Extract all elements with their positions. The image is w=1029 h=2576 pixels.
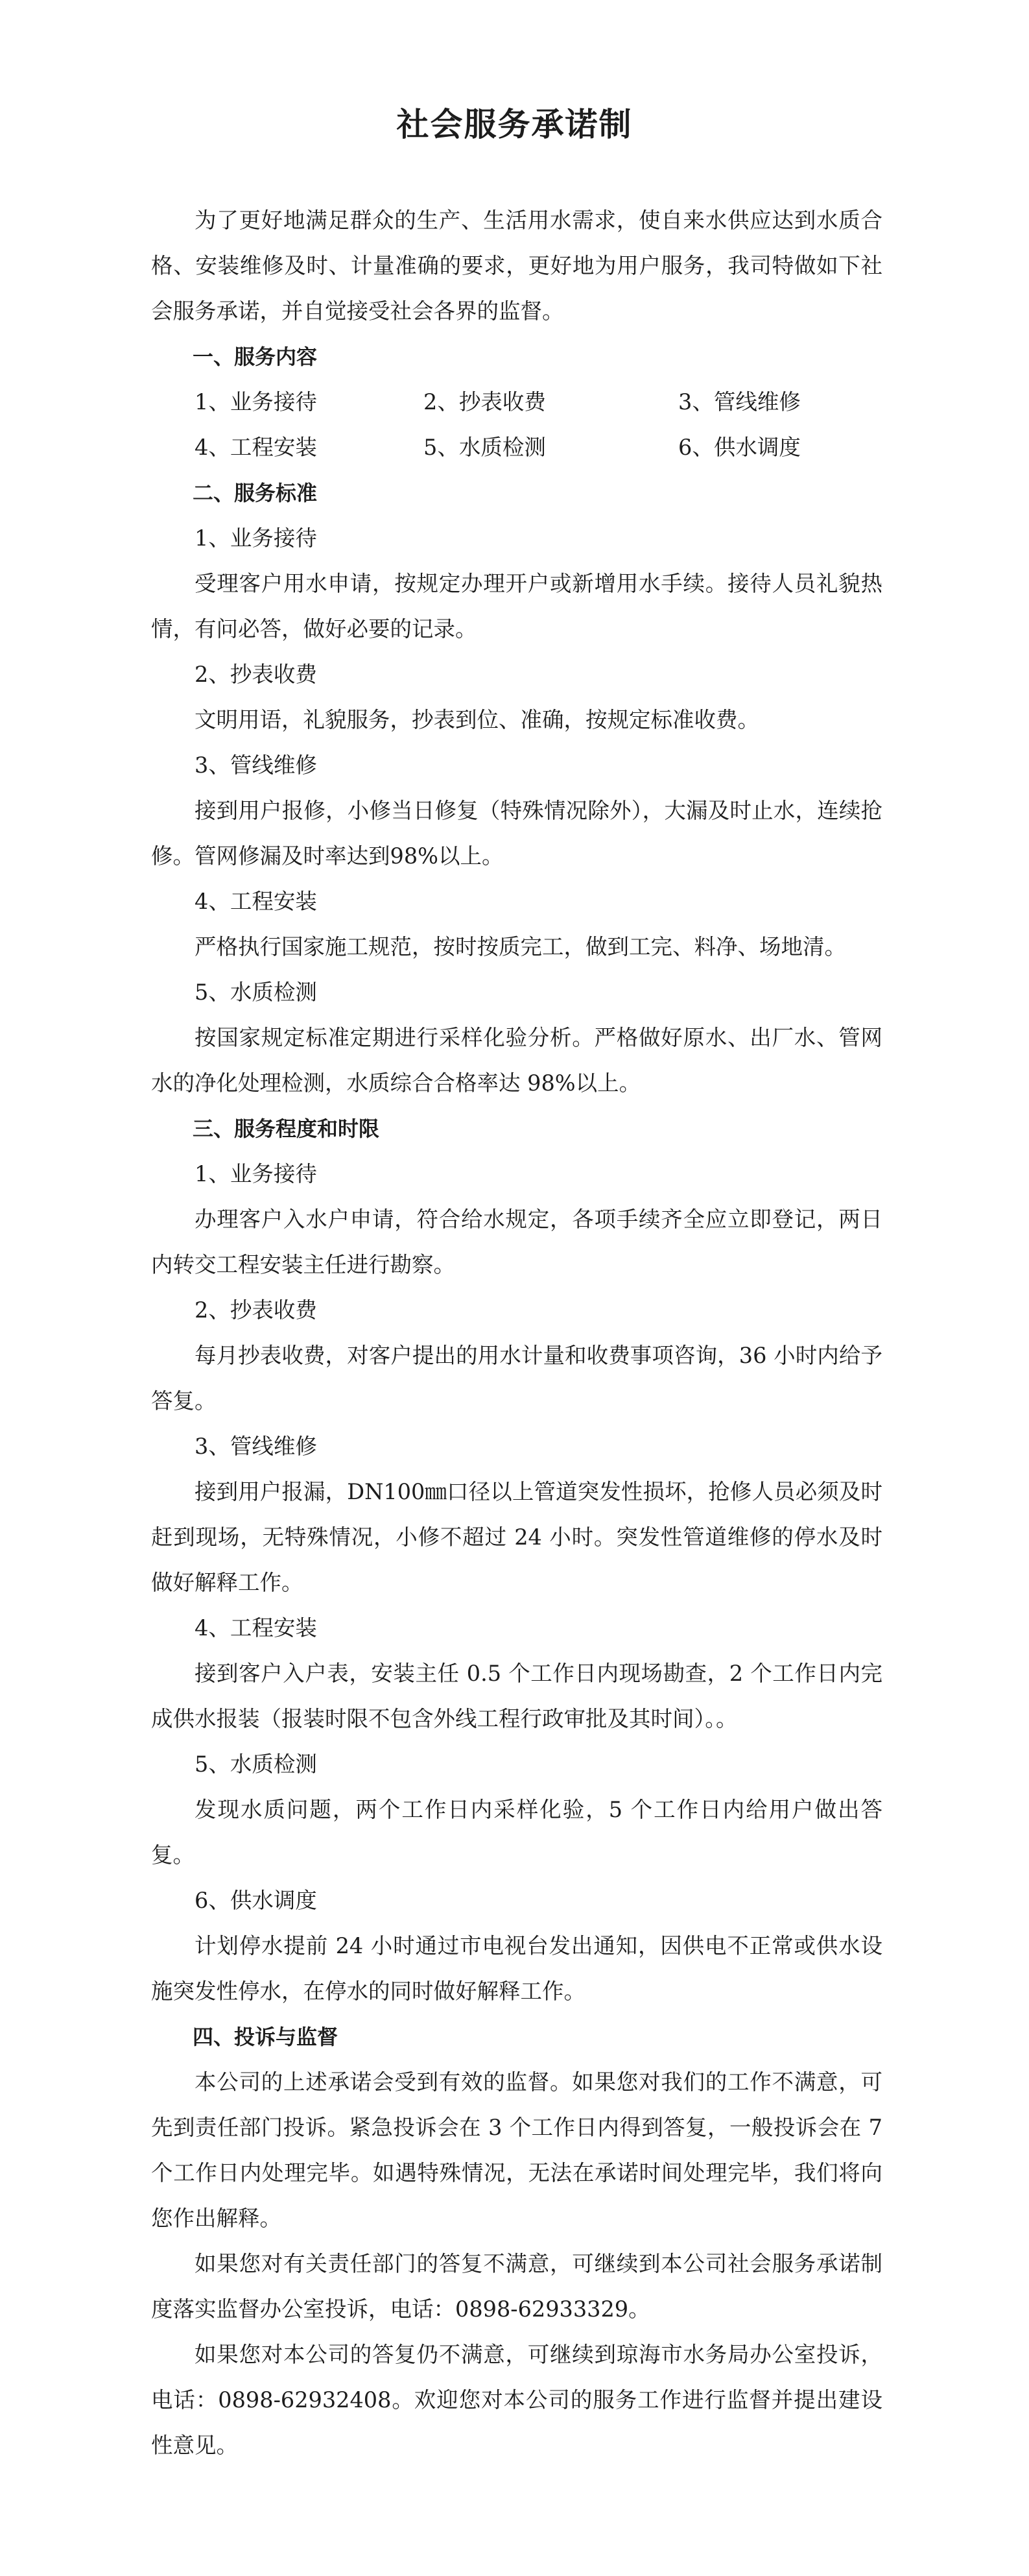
entry-text: 接到客户入户表，安装主任 0.5 个工作日内现场勘查，2 个工作日内完成供水报装（报装时限不包含外线工程行政审批及其时间）。。 bbox=[151, 1661, 882, 1731]
service-item: 3、管线维修 bbox=[678, 389, 801, 415]
entry-label: 3、管线维修 bbox=[195, 752, 317, 778]
service-item: 2、抄表收费 bbox=[423, 389, 546, 415]
service-item: 4、工程安装 bbox=[195, 435, 317, 460]
section-heading-complaints: 四、投诉与监督 bbox=[193, 2025, 338, 2049]
entry-text: 计划停水提前 24 小时通过市电视台发出通知，因供电不正常或供水设施突发性停水，在停水的同时做好解释工作。 bbox=[151, 1933, 882, 2004]
entry-text: 接到用户报漏，DN100㎜口径以上管道突发性损坏，抢修人员必须及时赶到现场，无特殊情况，小修不超过 24 小时。突发性管道维修的停水及时做好解释工作。 bbox=[151, 1479, 882, 1595]
entry-label: 6、供水调度 bbox=[195, 1888, 317, 1913]
complaint-paragraph: 如果您对有关责任部门的答复不满意，可继续到本公司社会服务承诺制度落实监督办公室投诉，电话：0898-62933329。 bbox=[151, 2251, 882, 2322]
entry-label: 2、抄表收费 bbox=[195, 1297, 317, 1323]
entry-label: 4、工程安装 bbox=[195, 1615, 317, 1641]
service-item: 1、业务接待 bbox=[195, 389, 317, 415]
entry-text: 接到用户报修，小修当日修复（特殊情况除外），大漏及时止水，连续抢修。管网修漏及时率达到98%以上。 bbox=[151, 798, 882, 869]
service-item: 5、水质检测 bbox=[423, 435, 546, 460]
entry-text: 每月抄表收费，对客户提出的用水计量和收费事项咨询，36 小时内给予答复。 bbox=[151, 1343, 882, 1414]
intro-paragraph: 为了更好地满足群众的生产、生活用水需求，使自来水供应达到水质合格、安装维修及时、计量准确的要求，更好地为用户服务，我司特做如下社会服务承诺，并自觉接受社会各界的监督。 bbox=[151, 208, 882, 324]
entry-label: 5、水质检测 bbox=[195, 1751, 317, 1777]
entry-text: 按国家规定标准定期进行采样化验分析。严格做好原水、出厂水、管网水的净化处理检测，水质综合合格率达 98%以上。 bbox=[151, 1025, 882, 1096]
entry-label: 5、水质检测 bbox=[195, 980, 317, 1005]
entry-text: 受理客户用水申请，按规定办理开户或新增用水手续。接待人员礼貌热情，有问必答，做好必要的记录。 bbox=[151, 571, 882, 642]
entry-text: 发现水质问题，两个工作日内采样化验，5 个工作日内给用户做出答复。 bbox=[151, 1797, 882, 1868]
section-heading-service-timelines: 三、服务程度和时限 bbox=[193, 1116, 380, 1141]
entry-text: 办理客户入水户申请，符合给水规定，各项手续齐全应立即登记，两日内转交工程安装主任进行勘察。 bbox=[151, 1207, 882, 1277]
service-content-row-2 bbox=[151, 425, 882, 470]
entry-label: 1、业务接待 bbox=[195, 525, 317, 551]
complaint-paragraph: 本公司的上述承诺会受到有效的监督。如果您对我们的工作不满意，可先到责任部门投诉。紧急投诉会在 3 个工作日内得到答复，一般投诉会在 7 个工作日内处理完毕。如遇特殊情况，无法在承诺时间处理完毕，我们将向您作出解释。 bbox=[151, 2069, 882, 2231]
entry-label: 3、管线维修 bbox=[195, 1434, 317, 1459]
page-title: 社会服务承诺制 bbox=[396, 106, 633, 143]
entry-text: 文明用语，礼貌服务，抄表到位、准确，按规定标准收费。 bbox=[195, 707, 759, 732]
complaint-paragraph: 如果您对本公司的答复仍不满意，可继续到琼海市水务局办公室投诉，电话：0898-62932408。欢迎您对本公司的服务工作进行监督并提出建设性意见。 bbox=[151, 2342, 882, 2458]
entry-label: 4、工程安装 bbox=[195, 889, 317, 914]
service-item: 6、供水调度 bbox=[678, 435, 801, 460]
entry-label: 1、业务接待 bbox=[195, 1161, 317, 1186]
section-heading-service-standards: 二、服务标准 bbox=[193, 481, 318, 505]
service-content-row-1 bbox=[151, 379, 882, 425]
document-body bbox=[151, 198, 882, 2468]
section-heading-service-content: 一、服务内容 bbox=[193, 344, 318, 369]
entry-text: 严格执行国家施工规范，按时按质完工，做到工完、料净、场地清。 bbox=[195, 934, 846, 959]
entry-label: 2、抄表收费 bbox=[195, 662, 317, 687]
